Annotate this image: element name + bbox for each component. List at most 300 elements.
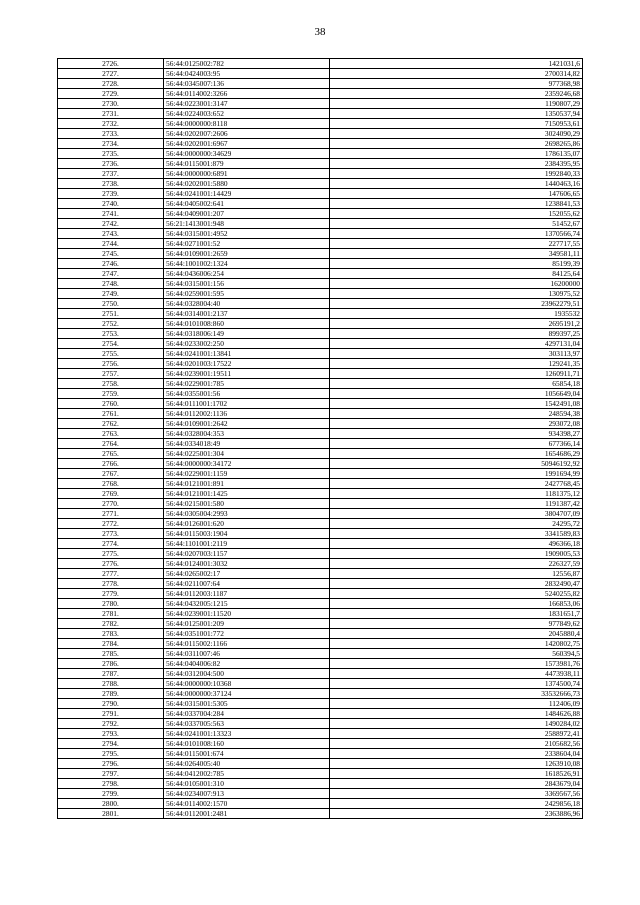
cadastral-value-cell: 2359246,68 — [330, 89, 583, 99]
cadastral-value-cell: 166853,06 — [330, 599, 583, 609]
table-row — [58, 579, 583, 589]
table-row — [58, 169, 583, 179]
cadastral-value-cell: 147606,65 — [330, 189, 583, 199]
cadastral-number-cell: 56:44:0312004:500 — [164, 669, 330, 679]
row-number-cell: 2752. — [58, 319, 164, 329]
row-number-cell: 2734. — [58, 139, 164, 149]
cadastral-value-cell: 1238841,53 — [330, 199, 583, 209]
row-number-cell: 2774. — [58, 539, 164, 549]
row-number-cell: 2794. — [58, 739, 164, 749]
cadastral-number-cell: 56:44:0239001:19511 — [164, 369, 330, 379]
row-number-cell: 2739. — [58, 189, 164, 199]
cadastral-number-cell: 56:44:0109001:2642 — [164, 419, 330, 429]
table-row — [58, 389, 583, 399]
row-number-cell: 2737. — [58, 169, 164, 179]
table-row — [58, 739, 583, 749]
row-number-cell: 2764. — [58, 439, 164, 449]
cadastral-value-cell: 1181375,12 — [330, 489, 583, 499]
table-row — [58, 639, 583, 649]
cadastral-value-cell: 227717,55 — [330, 239, 583, 249]
row-number-cell: 2741. — [58, 209, 164, 219]
row-number-cell: 2731. — [58, 109, 164, 119]
table-row — [58, 409, 583, 419]
cadastral-value-cell: 1056649,04 — [330, 389, 583, 399]
row-number-cell: 2755. — [58, 349, 164, 359]
row-number-cell: 2797. — [58, 769, 164, 779]
cadastral-number-cell: 56:44:0337005:563 — [164, 719, 330, 729]
row-number-cell: 2788. — [58, 679, 164, 689]
cadastral-value-cell: 2832490,47 — [330, 579, 583, 589]
table-row — [58, 699, 583, 709]
row-number-cell: 2799. — [58, 789, 164, 799]
table-row — [58, 439, 583, 449]
cadastral-value-cell: 16200000 — [330, 279, 583, 289]
table-row — [58, 629, 583, 639]
table-row — [58, 159, 583, 169]
cadastral-number-cell: 56:44:0328004:353 — [164, 429, 330, 439]
table-row — [58, 149, 583, 159]
cadastral-number-cell: 56:44:0412002:785 — [164, 769, 330, 779]
cadastral-number-cell: 56:44:0229001:1159 — [164, 469, 330, 479]
page-number: 38 — [314, 26, 326, 38]
cadastral-number-cell: 56:44:0112001:2481 — [164, 809, 330, 819]
cadastral-number-cell: 56:21:1413001:948 — [164, 219, 330, 229]
row-number-cell: 2769. — [58, 489, 164, 499]
table-row — [58, 229, 583, 239]
table-row — [58, 209, 583, 219]
cadastral-value-cell: 3804707,09 — [330, 509, 583, 519]
row-number-cell: 2740. — [58, 199, 164, 209]
cadastral-value-cell: 2698265,86 — [330, 139, 583, 149]
cadastral-value-cell: 2588972,41 — [330, 729, 583, 739]
table-row — [58, 109, 583, 119]
cadastral-number-cell: 56:44:0126001:620 — [164, 519, 330, 529]
cadastral-number-cell: 56:44:0345007:136 — [164, 79, 330, 89]
cadastral-number-cell: 56:44:0000000:34629 — [164, 149, 330, 159]
row-number-cell: 2766. — [58, 459, 164, 469]
cadastral-value-cell: 1786135,07 — [330, 149, 583, 159]
table-row — [58, 649, 583, 659]
cadastral-number-cell: 56:44:0202007:2606 — [164, 129, 330, 139]
table-row — [58, 349, 583, 359]
row-number-cell: 2761. — [58, 409, 164, 419]
cadastral-number-cell: 56:44:0351001:772 — [164, 629, 330, 639]
cadastral-number-cell: 56:44:0114002:3266 — [164, 89, 330, 99]
table-row — [58, 779, 583, 789]
cadastral-number-cell: 56:44:0121001:891 — [164, 479, 330, 489]
row-number-cell: 2785. — [58, 649, 164, 659]
row-number-cell: 2770. — [58, 499, 164, 509]
cadastral-number-cell: 56:44:1101001:2119 — [164, 539, 330, 549]
table-row — [58, 689, 583, 699]
row-number-cell: 2781. — [58, 609, 164, 619]
cadastral-number-cell: 56:44:0114002:1570 — [164, 799, 330, 809]
table-row — [58, 119, 583, 129]
cadastral-number-cell: 56:44:0202001:6967 — [164, 139, 330, 149]
table-row — [58, 309, 583, 319]
cadastral-number-cell: 56:44:0211007:64 — [164, 579, 330, 589]
cadastral-number-cell: 56:44:0124001:3032 — [164, 559, 330, 569]
row-number-cell: 2747. — [58, 269, 164, 279]
cadastral-number-cell: 56:44:0265002:17 — [164, 569, 330, 579]
cadastral-number-cell: 56:44:0355001:56 — [164, 389, 330, 399]
cadastral-value-cell: 7150953,61 — [330, 119, 583, 129]
table-row — [58, 529, 583, 539]
cadastral-value-cell: 12556,87 — [330, 569, 583, 579]
cadastral-value-cell: 1260911,71 — [330, 369, 583, 379]
cadastral-number-cell: 56:44:0000000:34172 — [164, 459, 330, 469]
cadastral-number-cell: 56:44:0424003:95 — [164, 69, 330, 79]
row-number-cell: 2780. — [58, 599, 164, 609]
cadastral-number-cell: 56:44:0241001:13841 — [164, 349, 330, 359]
table-row — [58, 549, 583, 559]
cadastral-number-cell: 56:44:0264005:40 — [164, 759, 330, 769]
cadastral-number-cell: 56:44:0000000:6891 — [164, 169, 330, 179]
table-row — [58, 679, 583, 689]
table-row — [58, 269, 583, 279]
table-row — [58, 569, 583, 579]
table-row — [58, 489, 583, 499]
row-number-cell: 2726. — [58, 59, 164, 69]
cadastral-value-cell: 130975,52 — [330, 289, 583, 299]
table-row — [58, 79, 583, 89]
cadastral-value-cell: 3024090,29 — [330, 129, 583, 139]
cadastral-value-cell: 1370566,74 — [330, 229, 583, 239]
cadastral-value-cell: 934398,27 — [330, 429, 583, 439]
table-row — [58, 769, 583, 779]
cadastral-value-cell: 24295,72 — [330, 519, 583, 529]
row-number-cell: 2735. — [58, 149, 164, 159]
cadastral-number-cell: 56:44:0241001:14429 — [164, 189, 330, 199]
row-number-cell: 2744. — [58, 239, 164, 249]
table-row — [58, 499, 583, 509]
row-number-cell: 2763. — [58, 429, 164, 439]
table-row — [58, 429, 583, 439]
cadastral-value-cell: 4297131,04 — [330, 339, 583, 349]
row-number-cell: 2758. — [58, 379, 164, 389]
table-row — [58, 199, 583, 209]
row-number-cell: 2772. — [58, 519, 164, 529]
row-number-cell: 2791. — [58, 709, 164, 719]
cadastral-value-cell: 2700314,82 — [330, 69, 583, 79]
cadastral-number-cell: 56:44:0112002:1136 — [164, 409, 330, 419]
cadastral-value-cell: 2427768,45 — [330, 479, 583, 489]
cadastral-value-cell: 977849,62 — [330, 619, 583, 629]
table-row — [58, 339, 583, 349]
cadastral-number-cell: 56:44:0115001:674 — [164, 749, 330, 759]
row-number-cell: 2787. — [58, 669, 164, 679]
cadastral-value-cell: 84125,64 — [330, 269, 583, 279]
row-number-cell: 2798. — [58, 779, 164, 789]
cadastral-number-cell: 56:44:0314001:2137 — [164, 309, 330, 319]
row-number-cell: 2757. — [58, 369, 164, 379]
cadastral-value-cell: 1573981,76 — [330, 659, 583, 669]
cadastral-number-cell: 56:44:0229001:785 — [164, 379, 330, 389]
table-row — [58, 619, 583, 629]
table-row — [58, 259, 583, 269]
cadastral-value-cell: 1909005,53 — [330, 549, 583, 559]
table-row — [58, 129, 583, 139]
row-number-cell: 2782. — [58, 619, 164, 629]
row-number-cell: 2727. — [58, 69, 164, 79]
table-row — [58, 479, 583, 489]
cadastral-value-cell: 1421031,6 — [330, 59, 583, 69]
table-row — [58, 459, 583, 469]
table-row — [58, 719, 583, 729]
table-row — [58, 799, 583, 809]
cadastral-value-cell: 23962279,51 — [330, 299, 583, 309]
row-number-cell: 2754. — [58, 339, 164, 349]
table-row — [58, 219, 583, 229]
cadastral-number-cell: 56:44:0111001:1702 — [164, 399, 330, 409]
cadastral-value-cell: 1935532 — [330, 309, 583, 319]
row-number-cell: 2742. — [58, 219, 164, 229]
cadastral-value-cell: 349581,11 — [330, 249, 583, 259]
cadastral-value-cell: 1991694,99 — [330, 469, 583, 479]
row-number-cell: 2800. — [58, 799, 164, 809]
row-number-cell: 2773. — [58, 529, 164, 539]
cadastral-value-cell: 2695191,2 — [330, 319, 583, 329]
table-row — [58, 289, 583, 299]
table-row — [58, 559, 583, 569]
cadastral-number-cell: 56:44:0125002:782 — [164, 59, 330, 69]
table-row — [58, 519, 583, 529]
row-number-cell: 2751. — [58, 309, 164, 319]
cadastral-number-cell: 56:44:0432005:1215 — [164, 599, 330, 609]
table-row — [58, 419, 583, 429]
row-number-cell: 2738. — [58, 179, 164, 189]
cadastral-value-cell: 1542491,08 — [330, 399, 583, 409]
cadastral-value-cell: 4473938,11 — [330, 669, 583, 679]
table-row — [58, 809, 583, 819]
cadastral-number-cell: 56:44:0404006:82 — [164, 659, 330, 669]
table-row — [58, 609, 583, 619]
table-row — [58, 729, 583, 739]
table-row — [58, 669, 583, 679]
cadastral-value-cell: 50946192,92 — [330, 459, 583, 469]
cadastral-number-cell: 56:44:0115001:879 — [164, 159, 330, 169]
cadastral-value-cell: 1440463,16 — [330, 179, 583, 189]
row-number-cell: 2733. — [58, 129, 164, 139]
cadastral-value-cell: 1490284,02 — [330, 719, 583, 729]
row-number-cell: 2730. — [58, 99, 164, 109]
cadastral-number-cell: 56:44:0121001:1425 — [164, 489, 330, 499]
cadastral-number-cell: 56:44:0202001:5880 — [164, 179, 330, 189]
cadastral-number-cell: 56:44:0315001:156 — [164, 279, 330, 289]
cadastral-number-cell: 56:44:0315001:4952 — [164, 229, 330, 239]
cadastral-value-cell: 2338604,04 — [330, 749, 583, 759]
cadastral-value-cell: 899397,25 — [330, 329, 583, 339]
cadastral-number-cell: 56:44:0223001:3147 — [164, 99, 330, 109]
cadastral-number-cell: 56:44:0125001:209 — [164, 619, 330, 629]
table-row — [58, 279, 583, 289]
cadastral-number-cell: 56:44:0259001:595 — [164, 289, 330, 299]
row-number-cell: 2746. — [58, 259, 164, 269]
table-row — [58, 449, 583, 459]
row-number-cell: 2778. — [58, 579, 164, 589]
table-row — [58, 319, 583, 329]
cadastral-number-cell: 56:44:0109001:2659 — [164, 249, 330, 259]
cadastral-number-cell: 56:44:0112003:1187 — [164, 589, 330, 599]
row-number-cell: 2789. — [58, 689, 164, 699]
cadastral-value-cell: 129241,35 — [330, 359, 583, 369]
cadastral-value-cell: 3341589,83 — [330, 529, 583, 539]
cadastral-value-cell: 1420802,75 — [330, 639, 583, 649]
row-number-cell: 2732. — [58, 119, 164, 129]
row-number-cell: 2748. — [58, 279, 164, 289]
table-row — [58, 299, 583, 309]
table-row — [58, 539, 583, 549]
cadastral-value-cell: 496366,18 — [330, 539, 583, 549]
table-row — [58, 599, 583, 609]
row-number-cell: 2792. — [58, 719, 164, 729]
cadastral-number-cell: 56:44:0318006:149 — [164, 329, 330, 339]
cadastral-value-cell: 5240255,82 — [330, 589, 583, 599]
row-number-cell: 2790. — [58, 699, 164, 709]
table-row — [58, 709, 583, 719]
row-number-cell: 2793. — [58, 729, 164, 739]
cadastral-number-cell: 56:44:0311007:46 — [164, 649, 330, 659]
cadastral-value-cell: 112406,09 — [330, 699, 583, 709]
table-row — [58, 329, 583, 339]
cadastral-number-cell: 56:44:0334018:49 — [164, 439, 330, 449]
cadastral-number-cell: 56:44:0115002:1166 — [164, 639, 330, 649]
cadastral-value-cell: 2105682,56 — [330, 739, 583, 749]
row-number-cell: 2753. — [58, 329, 164, 339]
cadastral-number-cell: 56:44:0405002:641 — [164, 199, 330, 209]
table-row — [58, 759, 583, 769]
cadastral-value-cell: 2429856,18 — [330, 799, 583, 809]
table-row — [58, 139, 583, 149]
table-row — [58, 69, 583, 79]
table-row — [58, 589, 583, 599]
cadastral-value-cell: 677366,14 — [330, 439, 583, 449]
cadastral-number-cell: 56:44:0207003:1157 — [164, 549, 330, 559]
row-number-cell: 2767. — [58, 469, 164, 479]
table-row — [58, 89, 583, 99]
cadastral-number-cell: 56:44:0436006:254 — [164, 269, 330, 279]
cadastral-number-cell: 56:44:0315001:5305 — [164, 699, 330, 709]
row-number-cell: 2784. — [58, 639, 164, 649]
cadastral-value-cell: 1654686,29 — [330, 449, 583, 459]
cadastral-value-cell: 152055,62 — [330, 209, 583, 219]
cadastral-number-cell: 56:44:0000000:8118 — [164, 119, 330, 129]
cadastral-number-cell: 56:44:0215001:580 — [164, 499, 330, 509]
cadastral-number-cell: 56:44:0409001:207 — [164, 209, 330, 219]
table-row — [58, 59, 583, 69]
row-number-cell: 2783. — [58, 629, 164, 639]
row-number-cell: 2777. — [58, 569, 164, 579]
cadastral-number-cell: 56:44:0000000:37124 — [164, 689, 330, 699]
cadastral-number-cell: 56:44:0337004:284 — [164, 709, 330, 719]
cadastral-number-cell: 56:44:0101008:860 — [164, 319, 330, 329]
table-row — [58, 99, 583, 109]
cadastral-number-cell: 56:44:0105001:310 — [164, 779, 330, 789]
cadastral-value-cell: 1374500,74 — [330, 679, 583, 689]
cadastral-number-cell: 56:44:0233002:250 — [164, 339, 330, 349]
row-number-cell: 2775. — [58, 549, 164, 559]
row-number-cell: 2795. — [58, 749, 164, 759]
row-number-cell: 2776. — [58, 559, 164, 569]
cadastral-number-cell: 56:44:0201003:17522 — [164, 359, 330, 369]
table-row — [58, 239, 583, 249]
row-number-cell: 2745. — [58, 249, 164, 259]
cadastral-value-cell: 3369567,56 — [330, 789, 583, 799]
row-number-cell: 2729. — [58, 89, 164, 99]
cadastral-value-cell: 248594,38 — [330, 409, 583, 419]
table-row — [58, 189, 583, 199]
cadastral-number-cell: 56:44:0115003:1904 — [164, 529, 330, 539]
cadastral-value-cell: 226327,59 — [330, 559, 583, 569]
cadastral-value-cell: 1191387,42 — [330, 499, 583, 509]
row-number-cell: 2796. — [58, 759, 164, 769]
table-row — [58, 359, 583, 369]
cadastral-value-cell: 1484626,88 — [330, 709, 583, 719]
cadastral-value-cell: 303113,97 — [330, 349, 583, 359]
table-row — [58, 179, 583, 189]
row-number-cell: 2771. — [58, 509, 164, 519]
table-row — [58, 379, 583, 389]
table-row — [58, 509, 583, 519]
cadastral-number-cell: 56:44:0000000:10368 — [164, 679, 330, 689]
cadastral-number-cell: 56:44:0239001:11520 — [164, 609, 330, 619]
cadastral-value-cell: 2384395,95 — [330, 159, 583, 169]
cadastral-value-cell: 2363886,96 — [330, 809, 583, 819]
row-number-cell: 2743. — [58, 229, 164, 239]
row-number-cell: 2750. — [58, 299, 164, 309]
row-number-cell: 2736. — [58, 159, 164, 169]
row-number-cell: 2786. — [58, 659, 164, 669]
cadastral-number-cell: 56:44:0224003:652 — [164, 109, 330, 119]
row-number-cell: 2779. — [58, 589, 164, 599]
cadastral-number-cell: 56:44:0305004:2993 — [164, 509, 330, 519]
row-number-cell: 2801. — [58, 809, 164, 819]
row-number-cell: 2760. — [58, 399, 164, 409]
row-number-cell: 2765. — [58, 449, 164, 459]
cadastral-value-cell: 65854,18 — [330, 379, 583, 389]
cadastral-number-cell: 56:44:0234007:913 — [164, 789, 330, 799]
table-row — [58, 399, 583, 409]
cadastral-number-cell: 56:44:0328004:40 — [164, 299, 330, 309]
cadastral-value-table — [57, 58, 583, 819]
cadastral-number-cell: 56:44:0241001:13323 — [164, 729, 330, 739]
cadastral-value-cell: 1350537,94 — [330, 109, 583, 119]
cadastral-value-cell: 2045880,4 — [330, 629, 583, 639]
row-number-cell: 2762. — [58, 419, 164, 429]
cadastral-value-cell: 1263910,08 — [330, 759, 583, 769]
cadastral-number-cell: 56:44:0101008:160 — [164, 739, 330, 749]
cadastral-value-cell: 1831651,7 — [330, 609, 583, 619]
table-row — [58, 659, 583, 669]
cadastral-number-cell: 56:44:0271001:52 — [164, 239, 330, 249]
table-row — [58, 469, 583, 479]
table-row — [58, 789, 583, 799]
row-number-cell: 2749. — [58, 289, 164, 299]
cadastral-value-cell: 1190807,29 — [330, 99, 583, 109]
row-number-cell: 2759. — [58, 389, 164, 399]
cadastral-number-cell: 56:44:1001002:1324 — [164, 259, 330, 269]
cadastral-value-cell: 1992840,33 — [330, 169, 583, 179]
table-row — [58, 749, 583, 759]
cadastral-value-cell: 293072,08 — [330, 419, 583, 429]
cadastral-value-cell: 560394,5 — [330, 649, 583, 659]
cadastral-value-cell: 85199,39 — [330, 259, 583, 269]
row-number-cell: 2768. — [58, 479, 164, 489]
table-row — [58, 249, 583, 259]
cadastral-value-cell: 2843679,04 — [330, 779, 583, 789]
cadastral-value-cell: 51452,67 — [330, 219, 583, 229]
table-row — [58, 369, 583, 379]
